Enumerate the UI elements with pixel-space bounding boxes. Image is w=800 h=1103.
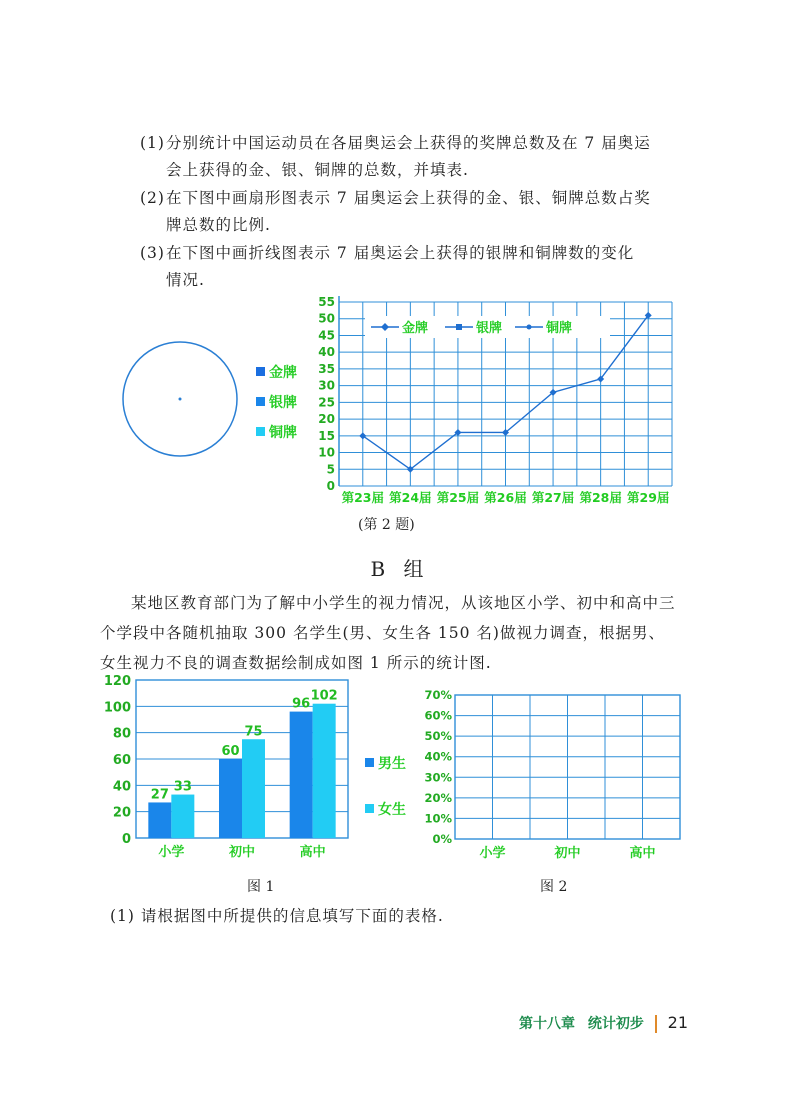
x-tick-label: 第26届 bbox=[484, 490, 527, 505]
figure-caption: (第 2 题) bbox=[358, 517, 415, 533]
question-text-cont: 会上获得的金、银、铜牌的总数，并填表. bbox=[166, 161, 469, 179]
legend-swatch-gold bbox=[256, 367, 265, 376]
percent-grid-chart bbox=[415, 685, 690, 865]
bar bbox=[219, 759, 242, 838]
y-tick-label: 40% bbox=[424, 749, 452, 764]
page-footer bbox=[519, 1013, 688, 1033]
x-tick-label: 小学 bbox=[479, 846, 506, 861]
y-tick-label: 0% bbox=[432, 832, 452, 846]
legend-label: 银牌 bbox=[476, 321, 503, 336]
pie-legend-bronze: 铜牌 bbox=[269, 425, 297, 441]
y-tick-label: 45 bbox=[318, 328, 335, 343]
bar bbox=[313, 704, 336, 838]
percent-chart-x-ticks bbox=[479, 845, 655, 861]
legend-label: 金牌 bbox=[402, 321, 429, 336]
x-tick-label: 高中 bbox=[629, 846, 656, 861]
y-tick-label: 60% bbox=[424, 708, 452, 723]
y-tick-label: 20 bbox=[318, 412, 335, 427]
y-tick-label: 30% bbox=[424, 770, 452, 785]
y-tick-label: 20 bbox=[112, 805, 131, 821]
fig2-caption: 图 2 bbox=[540, 879, 568, 895]
y-tick-label: 70% bbox=[424, 688, 452, 702]
question-text: 在下图中画扇形图表示 7 届奥运会上获得的金、银、铜牌总数占奖 bbox=[166, 189, 651, 207]
bar-value-label: 33 bbox=[173, 779, 192, 795]
question-2 bbox=[140, 185, 680, 239]
pie-center-dot bbox=[179, 398, 182, 401]
percent-chart-y-ticks bbox=[424, 688, 452, 846]
legend-label: 男生 bbox=[378, 756, 406, 772]
y-tick-label: 20% bbox=[424, 790, 452, 805]
bar bbox=[242, 739, 265, 838]
line-chart-y-ticks bbox=[318, 295, 335, 493]
x-tick-label: 初中 bbox=[228, 845, 256, 860]
x-tick-label: 第24届 bbox=[389, 490, 432, 505]
x-tick-label: 第28届 bbox=[579, 490, 622, 505]
y-tick-label: 0 bbox=[326, 479, 335, 493]
y-tick-label: 80 bbox=[112, 726, 131, 742]
y-tick-label: 35 bbox=[318, 361, 335, 376]
x-tick-label: 高中 bbox=[299, 845, 326, 860]
y-tick-label: 10 bbox=[318, 445, 335, 460]
bar-chart-bars bbox=[148, 689, 337, 838]
bar-value-label: 96 bbox=[292, 696, 311, 712]
y-tick-label: 50% bbox=[424, 729, 452, 744]
question-text-cont: 情况. bbox=[166, 271, 205, 289]
vision-bar-chart bbox=[100, 672, 420, 867]
legend-swatch-bronze bbox=[256, 427, 265, 436]
question-b1: (1) 请根据图中所提供的信息填写下面的表格. bbox=[110, 907, 444, 925]
question-number: (1) bbox=[140, 134, 165, 152]
y-tick-label: 15 bbox=[318, 428, 335, 443]
pie-legend-gold: 金牌 bbox=[269, 365, 297, 381]
question-text-cont: 牌总数的比例. bbox=[166, 216, 271, 234]
x-tick-label: 第25届 bbox=[436, 490, 480, 505]
y-tick-label: 40 bbox=[112, 779, 131, 795]
medal-line-chart bbox=[305, 290, 685, 515]
question-1 bbox=[140, 130, 680, 184]
question-number: (2) bbox=[140, 189, 165, 207]
legend-swatch bbox=[365, 758, 374, 767]
x-tick-label: 小学 bbox=[158, 845, 185, 860]
question-number: (3) bbox=[140, 244, 165, 262]
y-tick-label: 55 bbox=[318, 295, 335, 309]
bar-value-label: 75 bbox=[244, 724, 263, 740]
y-tick-label: 0 bbox=[121, 832, 131, 847]
pie-chart-blank bbox=[110, 330, 320, 470]
footer-title: 统计初步 bbox=[587, 1016, 644, 1032]
y-tick-label: 10% bbox=[424, 811, 452, 826]
bar-value-label: 60 bbox=[221, 744, 240, 759]
percent-chart-grid bbox=[455, 695, 680, 839]
legend-label: 铜牌 bbox=[546, 321, 573, 336]
line-chart-x-ticks bbox=[342, 490, 670, 505]
question-text: 分别统计中国运动员在各届奥运会上获得的奖牌总数及在 7 届奥运 bbox=[166, 134, 651, 152]
bar bbox=[171, 795, 194, 838]
legend-marker bbox=[456, 324, 462, 330]
bar-chart-legend bbox=[365, 755, 406, 818]
x-tick-label: 初中 bbox=[554, 846, 581, 861]
fig1-caption: 图 1 bbox=[247, 879, 275, 895]
y-tick-label: 50 bbox=[318, 311, 335, 326]
section-heading: B 组 bbox=[370, 557, 430, 581]
legend-swatch bbox=[365, 804, 374, 813]
y-tick-label: 30 bbox=[318, 378, 335, 393]
bar bbox=[148, 802, 171, 838]
y-tick-label: 60 bbox=[112, 753, 131, 768]
line-chart-legend bbox=[365, 316, 610, 338]
footer-chapter: 第十八章 bbox=[519, 1016, 576, 1032]
x-tick-label: 第29届 bbox=[627, 490, 670, 505]
bar-chart-y-ticks bbox=[104, 674, 131, 847]
legend-swatch-silver bbox=[256, 397, 265, 406]
bar-chart-x-ticks bbox=[158, 844, 325, 860]
intro-paragraph: 某地区教育部门为了解中小学生的视力情况，从该地区小学、初中和高中三个学段中各随机抽取 300 名学生(男、女生各 150 名)做视力调查，根据男、女生视力不良的调查数据绘制成如图 1 所示的统计图. bbox=[100, 594, 676, 672]
question-3 bbox=[140, 240, 680, 294]
y-tick-label: 100 bbox=[103, 700, 131, 716]
x-tick-label: 第27届 bbox=[531, 490, 575, 505]
y-tick-label: 40 bbox=[318, 345, 335, 360]
bar bbox=[290, 712, 313, 838]
x-tick-label: 第23届 bbox=[341, 490, 384, 505]
y-tick-label: 25 bbox=[318, 395, 335, 410]
pie-legend-silver: 银牌 bbox=[269, 395, 297, 411]
footer-divider bbox=[655, 1015, 657, 1033]
bar-value-label: 102 bbox=[310, 688, 338, 704]
y-tick-label: 120 bbox=[103, 674, 131, 689]
legend-marker bbox=[527, 325, 532, 330]
question-text: 在下图中画折线图表示 7 届奥运会上获得的银牌和铜牌数的变化 bbox=[166, 244, 635, 262]
bar-value-label: 27 bbox=[150, 787, 169, 803]
legend-label: 女生 bbox=[378, 802, 406, 818]
page-number: 21 bbox=[667, 1013, 688, 1032]
y-tick-label: 5 bbox=[326, 462, 335, 477]
